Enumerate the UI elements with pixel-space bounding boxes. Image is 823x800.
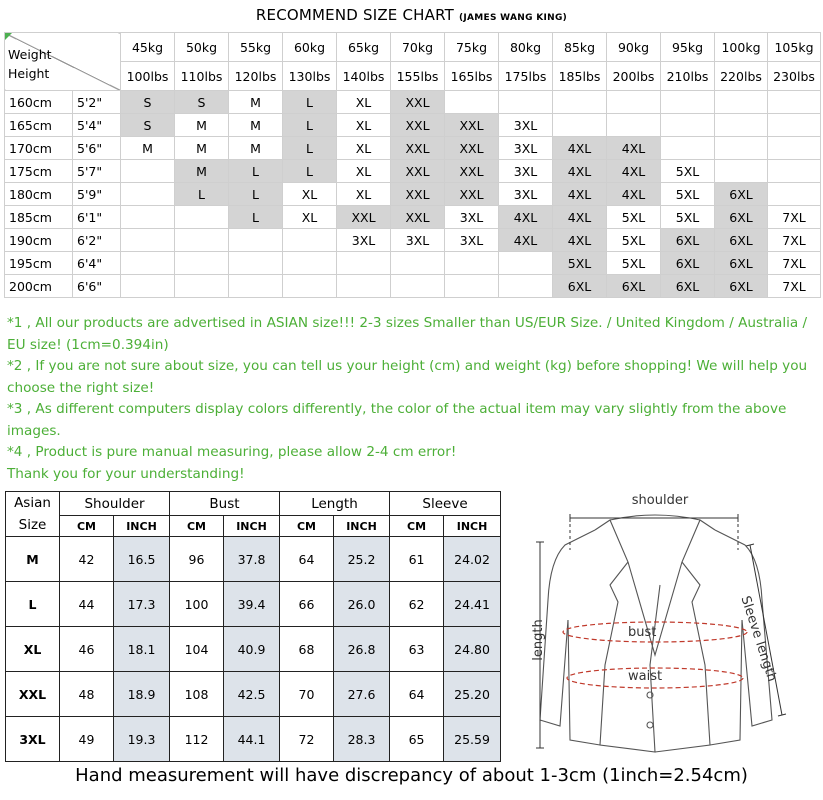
size-cell: XXL (445, 160, 499, 183)
weight-kg-header: 90kg (607, 33, 661, 62)
size-cell: M (175, 114, 229, 137)
height-cm: 165cm (5, 114, 73, 137)
size-cell (121, 275, 175, 298)
measurement-value: 24.41 (444, 582, 501, 627)
note-line: Thank you for your understanding! (7, 465, 245, 482)
measurement-value: 104 (170, 627, 224, 672)
size-cell (175, 275, 229, 298)
measurement-value: 62 (390, 582, 444, 627)
size-cell: XL (337, 91, 391, 114)
measurement-value: 100 (170, 582, 224, 627)
measurement-value: 64 (280, 537, 334, 582)
weight-lbs-header: 200lbs (607, 62, 661, 91)
size-cell (121, 252, 175, 275)
measurement-row (6, 717, 501, 762)
measurement-value: 66 (280, 582, 334, 627)
size-cell: L (229, 206, 283, 229)
size-cell: 3XL (499, 114, 553, 137)
measurement-value: 24.80 (444, 627, 501, 672)
measurement-row (6, 672, 501, 717)
measurement-value: 40.9 (224, 627, 280, 672)
size-cell (768, 183, 821, 206)
size-cell (661, 137, 715, 160)
size-cell: XXL (391, 183, 445, 206)
weight-lbs-header: 130lbs (283, 62, 337, 91)
size-cell: M (175, 160, 229, 183)
unit-cm-header: CM (280, 516, 334, 537)
size-label: Size (18, 517, 47, 533)
measure-group-header: Length (280, 492, 390, 516)
size-cell (661, 114, 715, 137)
measurement-value: 28.3 (334, 717, 390, 762)
measurement-value: 27.6 (334, 672, 390, 717)
measurement-value: 42 (60, 537, 114, 582)
size-recommendation-table (4, 32, 821, 298)
weight-kg-header: 50kg (175, 33, 229, 62)
asian-size-header (6, 492, 60, 537)
size-cell: S (121, 114, 175, 137)
measurement-value: 68 (280, 627, 334, 672)
measurement-value: 25.2 (334, 537, 390, 582)
size-cell: 5XL (553, 252, 607, 275)
height-ft: 6'1" (73, 206, 121, 229)
size-cell (715, 91, 768, 114)
unit-cm-header: CM (170, 516, 224, 537)
height-cm: 180cm (5, 183, 73, 206)
height-ft: 6'4" (73, 252, 121, 275)
unit-inch-header: INCH (444, 516, 501, 537)
size-cell (445, 275, 499, 298)
size-row (5, 183, 821, 206)
measurement-value: 37.8 (224, 537, 280, 582)
size-cell (445, 252, 499, 275)
size-cell (768, 137, 821, 160)
height-cm: 200cm (5, 275, 73, 298)
weight-lbs-header: 140lbs (337, 62, 391, 91)
size-cell (121, 206, 175, 229)
note-line: *1 , All our products are advertised in ASIAN size!!! 2-3 sizes Smaller than US/EUR Size. / United Kingdom / Australia / EU size! (1cm=0.394in) (7, 315, 808, 353)
size-cell: 5XL (661, 183, 715, 206)
size-cell (553, 114, 607, 137)
height-ft: 6'2" (73, 229, 121, 252)
weight-kg-header: 105kg (768, 33, 821, 62)
brand-subtitle: (JAMES WANG KING) (458, 13, 568, 23)
size-cell (175, 229, 229, 252)
size-cell: 5XL (607, 206, 661, 229)
size-cell: 4XL (553, 160, 607, 183)
size-cell (661, 91, 715, 114)
size-cell (715, 160, 768, 183)
weight-lbs-header: 155lbs (391, 62, 445, 91)
size-cell: 6XL (661, 229, 715, 252)
height-cm: 160cm (5, 91, 73, 114)
size-cell (553, 91, 607, 114)
measurement-value: 39.4 (224, 582, 280, 627)
measurement-value: 16.5 (114, 537, 170, 582)
size-cell: 4XL (607, 183, 661, 206)
measurement-value: 108 (170, 672, 224, 717)
measurement-value: 72 (280, 717, 334, 762)
weight-lbs-header: 175lbs (499, 62, 553, 91)
size-row (5, 206, 821, 229)
weight-height-corner (5, 33, 121, 91)
measure-group-header: Sleeve (390, 492, 501, 516)
size-cell (175, 206, 229, 229)
weight-kg-header: 85kg (553, 33, 607, 62)
weight-kg-header: 55kg (229, 33, 283, 62)
unit-cm-header: CM (60, 516, 114, 537)
bust-label: bust (628, 625, 657, 640)
corner-marker-icon (5, 33, 12, 40)
size-cell: 6XL (715, 275, 768, 298)
size-cell: S (121, 91, 175, 114)
size-cell: 5XL (607, 252, 661, 275)
note-line: *4 , Product is pure manual measuring, please allow 2-4 cm error! (7, 444, 457, 460)
size-cell: 3XL (499, 137, 553, 160)
size-cell: 4XL (499, 206, 553, 229)
size-name: 3XL (6, 717, 60, 762)
size-cell: XXL (391, 160, 445, 183)
size-cell (175, 252, 229, 275)
size-row (5, 114, 821, 137)
size-row (5, 229, 821, 252)
size-cell (283, 252, 337, 275)
size-notes (7, 313, 819, 485)
title-text: RECOMMEND SIZE CHART (255, 6, 454, 24)
size-name: XL (6, 627, 60, 672)
weight-kg-header: 95kg (661, 33, 715, 62)
size-row (5, 91, 821, 114)
measure-group-header: Shoulder (60, 492, 170, 516)
size-cell: XXL (337, 206, 391, 229)
size-cell: 6XL (661, 252, 715, 275)
size-cell: 7XL (768, 252, 821, 275)
measurement-row (6, 537, 501, 582)
measurement-row (6, 627, 501, 672)
weight-lbs-header: 185lbs (553, 62, 607, 91)
size-row (5, 275, 821, 298)
height-ft: 5'6" (73, 137, 121, 160)
size-cell (715, 137, 768, 160)
shoulder-label: shoulder (631, 493, 689, 508)
height-cm: 190cm (5, 229, 73, 252)
note-line: *2 , If you are not sure about size, you can tell us your height (cm) and weight (kg) before shopping! We will help you choose the right size! (7, 358, 808, 396)
size-cell (229, 275, 283, 298)
measurement-value: 44 (60, 582, 114, 627)
size-name: XXL (6, 672, 60, 717)
size-cell: XL (283, 183, 337, 206)
measurement-value: 25.20 (444, 672, 501, 717)
height-cm: 170cm (5, 137, 73, 160)
size-cell: M (121, 137, 175, 160)
size-cell (391, 275, 445, 298)
size-cell: 4XL (607, 160, 661, 183)
size-cell: XL (337, 160, 391, 183)
measurement-row (6, 582, 501, 627)
size-cell: L (283, 137, 337, 160)
size-cell: 3XL (337, 229, 391, 252)
size-cell: 5XL (661, 206, 715, 229)
measurement-value: 44.1 (224, 717, 280, 762)
weight-kg-header: 80kg (499, 33, 553, 62)
height-cm: 175cm (5, 160, 73, 183)
weight-lbs-header: 100lbs (121, 62, 175, 91)
corner-weight-label: Weight (8, 46, 52, 62)
size-cell (121, 183, 175, 206)
measurement-value: 64 (390, 672, 444, 717)
jacket-measurement-diagram (510, 490, 820, 760)
size-cell: 4XL (553, 229, 607, 252)
weight-kg-header: 60kg (283, 33, 337, 62)
measurement-value: 25.59 (444, 717, 501, 762)
weight-kg-header: 100kg (715, 33, 768, 62)
measurement-value: 112 (170, 717, 224, 762)
size-cell: 6XL (715, 183, 768, 206)
size-cell: XXL (391, 206, 445, 229)
size-cell: 3XL (499, 183, 553, 206)
size-cell: L (229, 183, 283, 206)
size-cell: M (229, 137, 283, 160)
size-row (5, 160, 821, 183)
size-cell (121, 160, 175, 183)
unit-cm-header: CM (390, 516, 444, 537)
size-cell (445, 91, 499, 114)
note-line: *3 , As different computers display colors differently, the color of the actual item may vary slightly from the above images. (7, 401, 787, 439)
weight-kg-header: 45kg (121, 33, 175, 62)
size-cell (499, 275, 553, 298)
size-cell: 6XL (607, 275, 661, 298)
measurement-value: 61 (390, 537, 444, 582)
unit-inch-header: INCH (114, 516, 170, 537)
size-cell: XL (337, 114, 391, 137)
weight-lbs-header: 230lbs (768, 62, 821, 91)
weight-lbs-header: 210lbs (661, 62, 715, 91)
size-cell (229, 229, 283, 252)
corner-height-label: Height (8, 65, 50, 81)
weight-lbs-header: 220lbs (715, 62, 768, 91)
size-cell (121, 229, 175, 252)
size-cell: L (175, 183, 229, 206)
measurement-value: 46 (60, 627, 114, 672)
size-cell: 3XL (445, 229, 499, 252)
size-cell (499, 91, 553, 114)
size-cell: XXL (445, 114, 499, 137)
size-name: L (6, 582, 60, 627)
size-cell: 3XL (445, 206, 499, 229)
size-cell (768, 91, 821, 114)
measurement-value: 19.3 (114, 717, 170, 762)
size-cell (391, 252, 445, 275)
size-cell: XXL (445, 183, 499, 206)
size-cell: 6XL (553, 275, 607, 298)
size-cell: 7XL (768, 229, 821, 252)
height-ft: 5'4" (73, 114, 121, 137)
measurement-value: 26.0 (334, 582, 390, 627)
chart-title (0, 6, 823, 24)
size-cell: 4XL (499, 229, 553, 252)
size-cell: 5XL (607, 229, 661, 252)
measurement-value: 63 (390, 627, 444, 672)
size-cell: L (283, 160, 337, 183)
measurement-value: 18.9 (114, 672, 170, 717)
weight-kg-header: 65kg (337, 33, 391, 62)
size-cell: S (175, 91, 229, 114)
measurement-value: 65 (390, 717, 444, 762)
size-cell: XXL (445, 137, 499, 160)
height-cm: 195cm (5, 252, 73, 275)
size-cell (607, 114, 661, 137)
size-cell (283, 229, 337, 252)
size-cell: XL (337, 183, 391, 206)
size-cell: 4XL (553, 137, 607, 160)
size-cell: M (229, 114, 283, 137)
size-cell: XXL (391, 91, 445, 114)
measurement-value: 49 (60, 717, 114, 762)
size-cell: 6XL (661, 275, 715, 298)
weight-lbs-header: 110lbs (175, 62, 229, 91)
measurement-disclaimer: Hand measurement will have discrepancy of about 1-3cm (1inch=2.54cm) (75, 765, 748, 786)
size-cell: 3XL (391, 229, 445, 252)
size-row (5, 252, 821, 275)
measure-group-header: Bust (170, 492, 280, 516)
size-cell: L (283, 114, 337, 137)
weight-lbs-header: 120lbs (229, 62, 283, 91)
size-row (5, 137, 821, 160)
size-cell: M (229, 91, 283, 114)
measurement-value: 42.5 (224, 672, 280, 717)
size-cell: 6XL (715, 252, 768, 275)
height-ft: 5'2" (73, 91, 121, 114)
size-cell (337, 275, 391, 298)
garment-measurement-table (5, 491, 501, 762)
size-cell: 7XL (768, 275, 821, 298)
size-cell: L (229, 160, 283, 183)
measurement-value: 48 (60, 672, 114, 717)
measurement-value: 17.3 (114, 582, 170, 627)
size-cell: 6XL (715, 229, 768, 252)
size-cell: 5XL (661, 160, 715, 183)
size-cell: 6XL (715, 206, 768, 229)
size-cell (337, 252, 391, 275)
height-cm: 185cm (5, 206, 73, 229)
measurement-value: 26.8 (334, 627, 390, 672)
size-cell (768, 114, 821, 137)
unit-inch-header: INCH (334, 516, 390, 537)
size-cell: 3XL (499, 160, 553, 183)
size-cell (499, 252, 553, 275)
size-cell: 4XL (607, 137, 661, 160)
measurement-value: 18.1 (114, 627, 170, 672)
size-cell (715, 114, 768, 137)
size-cell: XXL (391, 137, 445, 160)
height-ft: 5'9" (73, 183, 121, 206)
measurement-value: 70 (280, 672, 334, 717)
measurement-value: 96 (170, 537, 224, 582)
weight-kg-header: 75kg (445, 33, 499, 62)
size-cell: XL (337, 137, 391, 160)
size-cell: L (283, 91, 337, 114)
size-cell (229, 252, 283, 275)
size-cell: 7XL (768, 206, 821, 229)
size-cell: XXL (391, 114, 445, 137)
weight-kg-header: 70kg (391, 33, 445, 62)
size-cell: XL (283, 206, 337, 229)
height-ft: 5'7" (73, 160, 121, 183)
weight-lbs-header: 165lbs (445, 62, 499, 91)
unit-inch-header: INCH (224, 516, 280, 537)
measurement-value: 24.02 (444, 537, 501, 582)
sleeve-length-label: Sleeve length (737, 594, 780, 684)
size-cell (283, 275, 337, 298)
asian-label: Asian (14, 495, 51, 511)
size-cell: 4XL (553, 206, 607, 229)
size-cell (607, 91, 661, 114)
size-cell: 4XL (553, 183, 607, 206)
height-ft: 6'6" (73, 275, 121, 298)
size-cell: M (175, 137, 229, 160)
length-label: length (531, 619, 546, 661)
waist-label: waist (628, 669, 663, 684)
size-name: M (6, 537, 60, 582)
size-cell (768, 160, 821, 183)
